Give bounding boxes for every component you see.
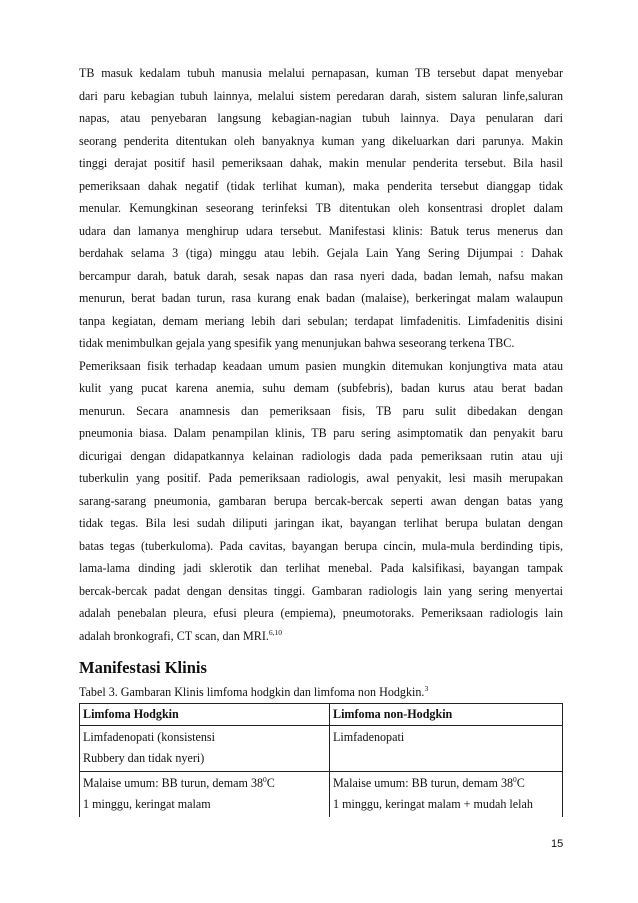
text-line: napas, atau penyebaran langsung kebagian-nagian tubuh lainnya. Daya penularan dari (79, 111, 563, 125)
text-line: kulit yang pucat karena anemia, suhu demam (subfebris), badan kurus atau berat badan (79, 381, 563, 395)
cell-text: Malaise umum: BB turun, demam 38 (333, 776, 514, 790)
cell-line: Limfadenopati (konsistensi (83, 730, 215, 744)
text-line: udara dan lamanya menghirup udara tersebut. Manifestasi klinis: Batuk terus menerus dan (79, 223, 563, 238)
text-line: pemeriksaan dahak negatif (tidak terlihat kuman), maka penderita tersebut dianggap tidak (79, 178, 563, 193)
cell-line (333, 773, 559, 794)
cell-text: C (516, 776, 525, 790)
text-line-content: adalah bronkografi, CT scan, dan MRI. (79, 628, 269, 643)
paragraph-physical-exam (79, 355, 563, 648)
caption-reference-superscript: 3 (424, 684, 429, 693)
text-line: tanpa kegiatan, demam meriang lebih dari sebulan; terdapat limfadenitis. Limfadenitis disini (79, 313, 563, 328)
text-line: bercak-bercak padat dengan densitas tinggi. Gambaran radiologis lain yang sering menyertai (79, 583, 563, 598)
text-line: batas tegas (tuberkuloma). Pada cavitas, bayangan berupa cincin, mula-mula berdinding tipis, (79, 538, 563, 553)
section-heading: Manifestasi Klinis (79, 658, 207, 677)
table-row (80, 772, 563, 818)
text-line: dicurigai dengan didapatkannya kelainan radiologis dada pada pemeriksaan rutin atau uji (79, 448, 563, 463)
cell-line: 1 minggu, keringat malam (83, 797, 211, 811)
table-cell (80, 726, 330, 772)
text-line: dari paru kebagian tubuh lainnya, melalui sistem peredaran darah, sistem saluran linfe,saluran (79, 88, 563, 103)
text-line: Pemeriksaan fisik terhadap keadaan umum pasien mungkin ditemukan konjungtiva mata atau (79, 358, 563, 373)
header-cell-non-hodgkin: Limfoma non-Hodgkin (330, 704, 563, 726)
text-line: berdahak selama 3 (tiga) minggu atau lebih. Gejala Lain Yang Sering Dijumpai : Dahak (79, 246, 563, 260)
text-line (79, 625, 563, 648)
text-line: tuberkulin yang positif. Pada pemeriksaan radiologis, awal penyakit, lesi masih merupakan (79, 471, 563, 485)
cell-text: C (266, 776, 275, 790)
cell-line: Limfadenopati (333, 730, 405, 744)
reference-superscript: 6,10 (268, 627, 282, 637)
table-caption-text: Tabel 3. Gambaran Klinis limfoma hodgkin dan limfoma non Hodgkin. (79, 685, 425, 699)
degree-superscript: 0 (263, 775, 267, 784)
text-line: sarang-sarang pneumonia, gambaran berupa bercak-bercak seperti awan dengan batas yang (79, 493, 563, 508)
text-line: tidak menimbulkan gejala yang spesifik yang menunjukan bahwa seseorang terkena TBC. (79, 336, 515, 350)
paragraph-tb-transmission (79, 62, 563, 355)
table-row (80, 726, 563, 772)
text-line: pneumonia biasa. Dalam penampilan klinis, TB paru sering asimptomatik dan penyakit baru (79, 426, 563, 440)
text-line: tidak tegas. Bila lesi sudah diliputi jaringan ikat, bayangan terlihat berupa bulatan dengan (79, 516, 563, 530)
cell-line: 1 minggu, keringat malam + mudah lelah (333, 797, 533, 811)
text-line: tinggi derajat positif hasil pemeriksaan dahak, makin menular penderita tersebut. Bila hasil (79, 156, 563, 170)
table-header-row (80, 704, 563, 726)
text-line: menurun, berat badan turun, rasa kurang enak badan (malaise), berkeringat malam walaupun (79, 291, 563, 305)
degree-superscript: 0 (513, 775, 517, 784)
text-line: seorang penderita ditentukan oleh banyaknya kuman yang dikeluarkan dari parunya. Makin (79, 133, 563, 148)
text-line: menular. Kemungkinan seseorang terinfeksi TB ditentukan oleh konsentrasi droplet dalam (79, 201, 563, 215)
text-line: lama-lama dinding jadi sklerotik dan terlihat menebal. Pada kalsifikasi, bayangan tampak (79, 561, 563, 575)
table-cell (330, 726, 563, 772)
text-line: TB masuk kedalam tubuh manusia melalui pernapasan, kuman TB tersebut dapat menyebar (79, 66, 563, 80)
page-content (79, 62, 563, 817)
cell-line: Rubbery dan tidak nyeri) (83, 751, 205, 765)
table-caption (79, 683, 563, 701)
text-line: bercampur darah, batuk darah, sesak napas dan rasa nyeri dada, badan lemah, nafsu makan (79, 268, 563, 283)
table-cell (330, 772, 563, 818)
comparison-table (79, 703, 563, 817)
header-cell-hodgkin: Limfoma Hodgkin (80, 704, 330, 726)
table-cell (80, 772, 330, 818)
page-number: 15 (551, 838, 564, 850)
cell-text: Malaise umum: BB turun, demam 38 (83, 776, 264, 790)
text-line: adalah penebalan pleura, efusi pleura (empiema), pneumotoraks. Pemeriksaan radiologis lain (79, 606, 563, 620)
cell-line (83, 773, 326, 794)
text-line: menurun. Secara anamnesis dan pemeriksaan fisis, TB paru sulit dibedakan dengan (79, 403, 563, 418)
